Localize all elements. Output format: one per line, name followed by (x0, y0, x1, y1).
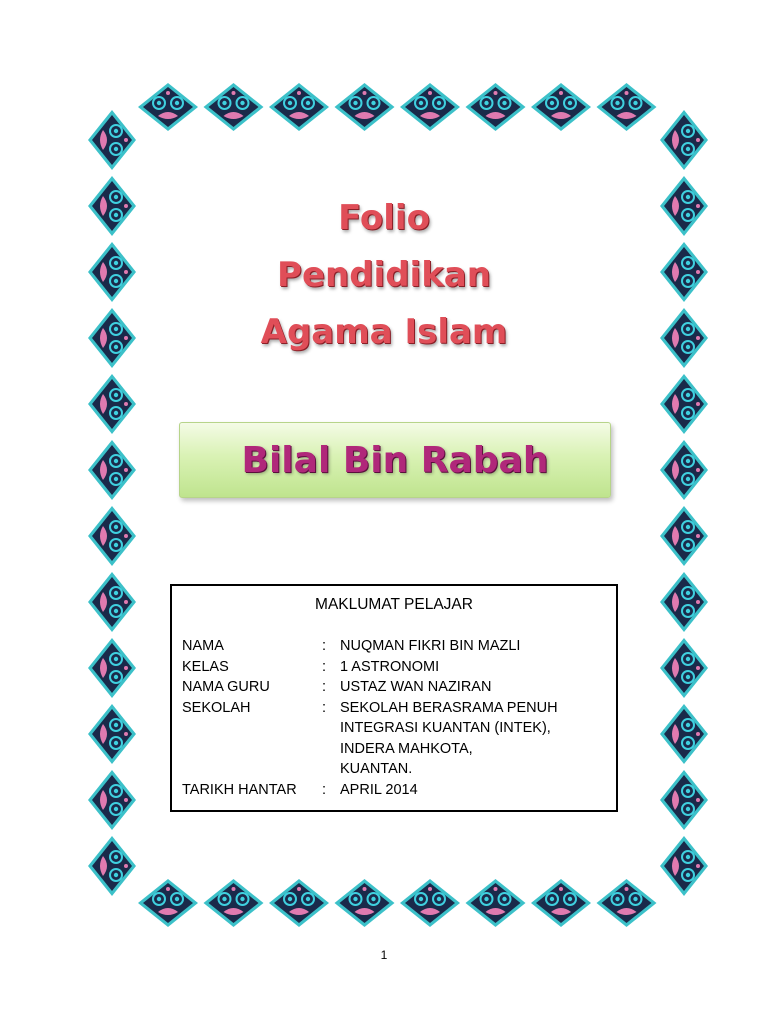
info-value-line: SEKOLAH BERASRAMA PENUH (340, 699, 558, 716)
border-diamond-icon (138, 879, 198, 927)
info-label: NAMA (182, 638, 224, 654)
border-diamond-icon (531, 879, 591, 927)
border-diamond-icon (400, 83, 460, 131)
border-diamond-icon (269, 879, 329, 927)
info-value (340, 636, 608, 657)
student-info-box (170, 584, 618, 812)
border-diamond-icon (660, 572, 708, 632)
border-diamond-icon (88, 770, 136, 830)
info-value-line: 1 ASTRONOMI (340, 658, 440, 675)
info-colon: : (322, 638, 327, 654)
border-diamond-icon (660, 770, 708, 830)
border-diamond-icon (660, 440, 708, 500)
info-value (340, 657, 608, 678)
info-value-line: INDERA MAHKOTA, (340, 740, 473, 757)
info-label: NAMA GURU (182, 679, 270, 695)
border-diamond-icon (531, 83, 591, 131)
folio-title (0, 190, 768, 361)
border-diamond-icon (138, 83, 198, 131)
info-value-line: INTEGRASI KUANTAN (INTEK), (340, 720, 551, 736)
border-diamond-icon (88, 704, 136, 764)
border-diamond-icon (269, 83, 329, 131)
info-row-nama-guru (182, 677, 608, 698)
border-diamond-icon (88, 506, 136, 566)
info-row-sekolah (182, 698, 608, 780)
title-line-1: Folio (338, 198, 430, 238)
border-diamond-icon (204, 83, 264, 131)
border-diamond-icon (335, 83, 395, 131)
info-colon: : (322, 679, 327, 695)
info-value-line: NUQMAN FIKRI BIN MAZLI (340, 638, 521, 654)
border-diamond-icon (597, 879, 657, 927)
info-value (340, 677, 608, 698)
border-diamond-icon (660, 836, 708, 896)
info-value-line: APRIL 2014 (340, 781, 418, 798)
info-value-line: USTAZ WAN NAZIRAN (340, 679, 492, 695)
border-diamond-icon (400, 879, 460, 927)
border-diamond-icon (660, 638, 708, 698)
border-diamond-icon (660, 506, 708, 566)
border-diamond-icon (466, 879, 526, 927)
border-diamond-icon (660, 110, 708, 170)
info-colon: : (322, 781, 327, 798)
border-diamond-icon (88, 374, 136, 434)
info-label: TARIKH HANTAR (182, 781, 297, 798)
border-diamond-icon (88, 440, 136, 500)
border-diamond-icon (660, 704, 708, 764)
info-row-kelas (182, 657, 608, 678)
border-diamond-icon (88, 572, 136, 632)
info-colon: : (322, 699, 327, 716)
border-diamond-icon (88, 638, 136, 698)
subject-title: Bilal Bin Rabah (241, 439, 549, 481)
border-diamond-icon (88, 110, 136, 170)
info-row-tarikh-hantar (182, 780, 608, 801)
info-heading: MAKLUMAT PELAJAR (315, 596, 473, 613)
info-value (340, 698, 608, 780)
title-line-3: Agama Islam (260, 312, 508, 352)
border-diamond-icon (597, 83, 657, 131)
info-rows (182, 636, 608, 800)
info-value (340, 780, 608, 801)
border-diamond-icon (204, 879, 264, 927)
info-label: SEKOLAH (182, 699, 251, 716)
border-diamond-icon (335, 879, 395, 927)
info-value-line: KUANTAN. (340, 761, 413, 777)
border-diamond-icon (660, 374, 708, 434)
border-diamond-icon (466, 83, 526, 131)
info-row-nama (182, 636, 608, 657)
info-label: KELAS (182, 658, 229, 675)
title-line-2: Pendidikan (277, 255, 491, 295)
page-number: 1 (380, 948, 388, 962)
subject-banner (179, 422, 611, 498)
border-diamond-icon (88, 836, 136, 896)
info-colon: : (322, 658, 327, 675)
